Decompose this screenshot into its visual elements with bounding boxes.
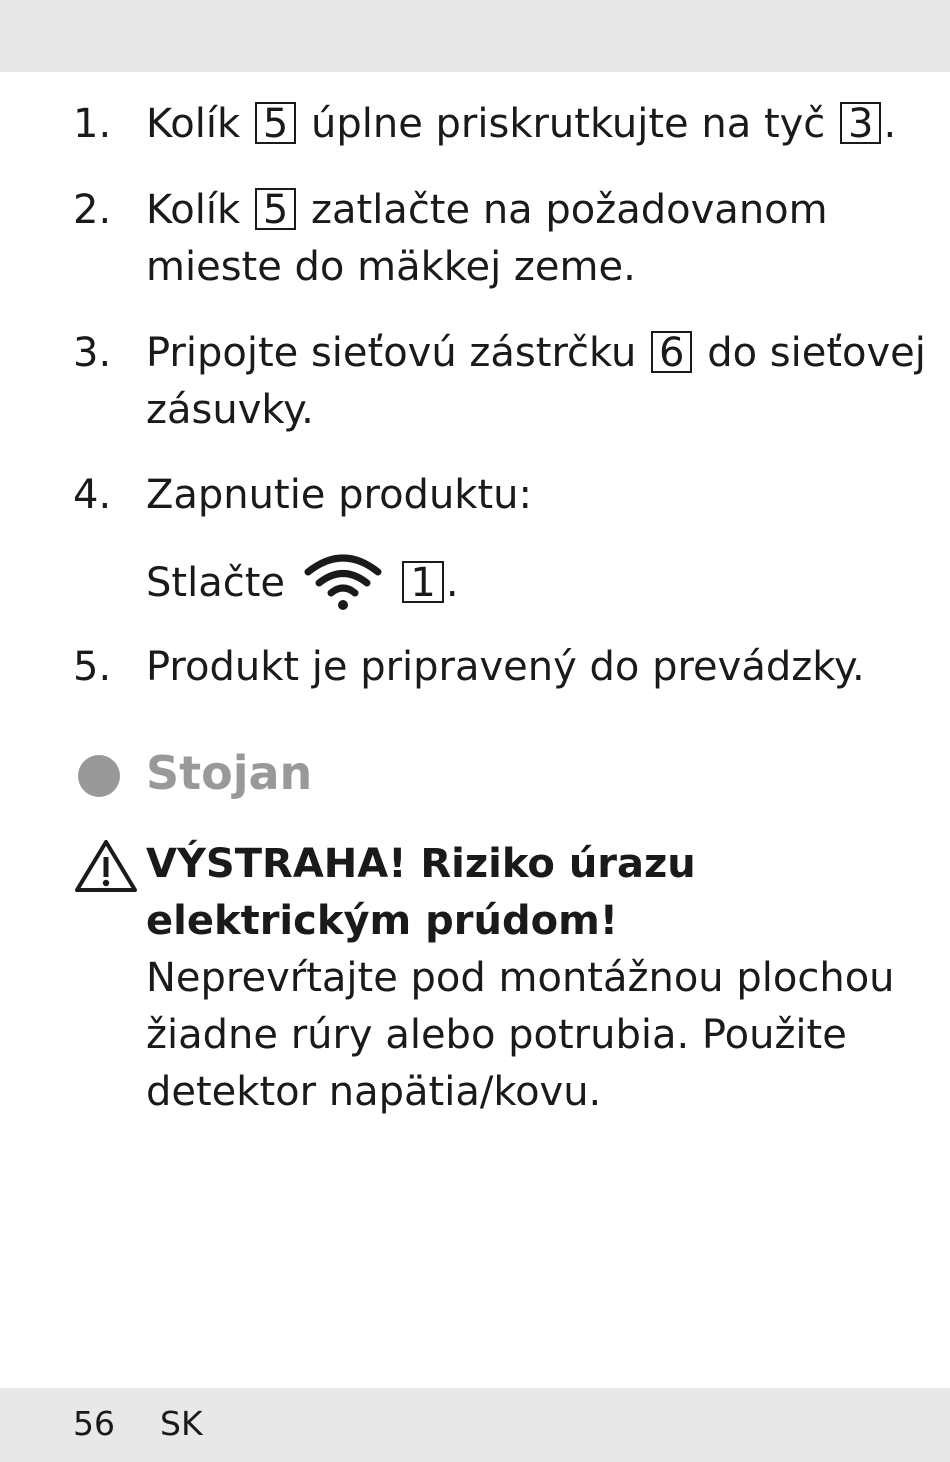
step-text-line: mieste do mäkkej zeme. <box>146 244 636 290</box>
page-number: 56 <box>73 1404 115 1443</box>
step-text-part: . <box>445 560 459 606</box>
step-text-part: zatlačte na požadovanom <box>311 187 828 233</box>
step-text-part: Stlačte <box>146 560 285 606</box>
wifi-icon <box>304 552 382 610</box>
language-code: SK <box>160 1404 203 1443</box>
step-number: 5. <box>73 644 112 690</box>
warning-heading <box>146 836 906 950</box>
footer-band <box>0 1388 950 1462</box>
warning-body-line: žiadne rúry alebo potrubia. Použite <box>146 1012 847 1058</box>
step-text <box>146 325 926 439</box>
step-text-line: zásuvky. <box>146 387 314 433</box>
warning-heading-line: elektrickým prúdom! <box>146 898 618 944</box>
warning-body-line: Neprevŕtajte pod montážnou plochou <box>146 955 895 1001</box>
step-text <box>146 182 886 296</box>
step-text-part: . <box>883 101 897 147</box>
step-number: 3. <box>73 330 112 376</box>
warning-heading-line: VÝSTRAHA! Riziko úrazu <box>146 841 696 887</box>
step-text-part: Kolík <box>146 101 241 147</box>
step-number: 4. <box>73 472 112 518</box>
step-number: 1. <box>73 101 112 147</box>
part-ref-5: 5 <box>255 102 296 144</box>
step-text-part: Pripojte sieťovú zástrčku <box>146 330 637 376</box>
part-ref-6: 6 <box>651 331 692 373</box>
part-ref-3: 3 <box>840 102 881 144</box>
warning-body-line: detektor napätia/kovu. <box>146 1069 602 1115</box>
step-text: Produkt je pripravený do prevádzky. <box>146 644 865 690</box>
section-title: Stojan <box>146 746 313 800</box>
top-band <box>0 0 950 72</box>
section-bullet <box>78 755 120 797</box>
step-number: 2. <box>73 187 112 233</box>
warning-triangle-icon <box>74 838 138 894</box>
step-text <box>146 467 886 612</box>
step-text <box>146 96 897 153</box>
warning-body <box>146 950 906 1121</box>
step-text-part: úplne priskrutkujte na tyč <box>311 101 826 147</box>
part-ref-1: 1 <box>402 561 443 603</box>
step-text-part: do sieťovej <box>707 330 926 376</box>
part-ref-5: 5 <box>255 188 296 230</box>
step-text-line: Zapnutie produktu: <box>146 472 532 518</box>
step-text-part: Kolík <box>146 187 241 233</box>
